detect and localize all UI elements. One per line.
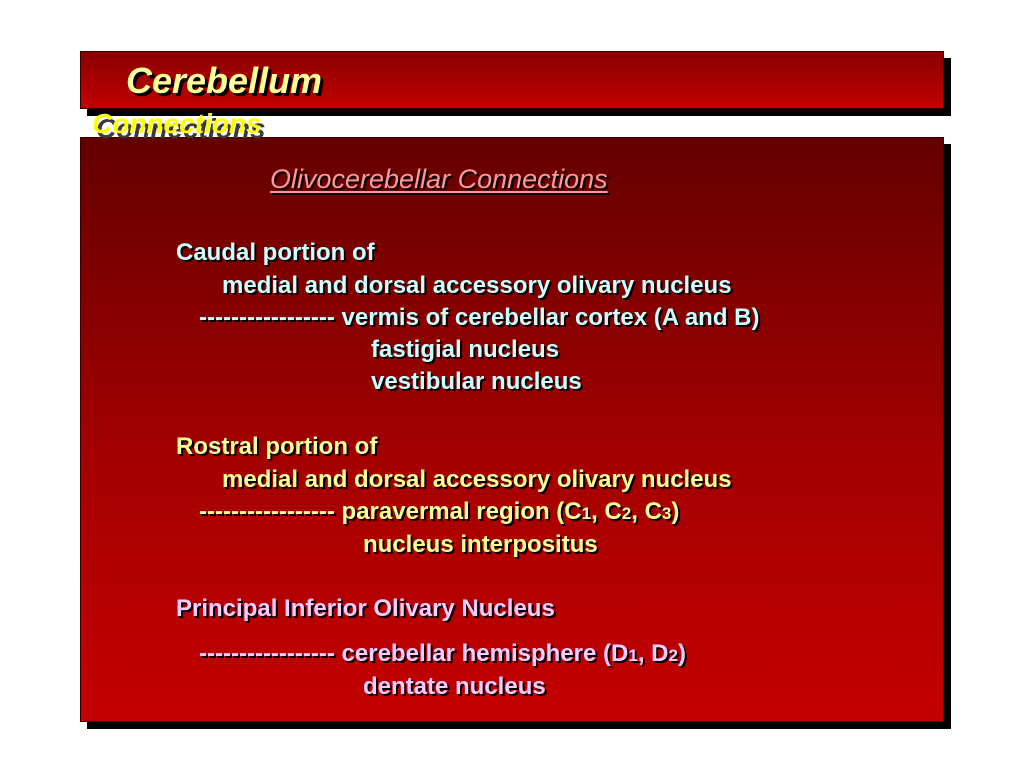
rostral-target-line (199, 497, 679, 529)
rostral-sub-1: 1 (581, 504, 592, 523)
rostral-sub-3: 3 (661, 504, 672, 523)
rostral-sep-2: , C (631, 498, 662, 525)
content-panel (80, 137, 944, 722)
slide-title: Cerebellum (126, 60, 323, 101)
rostral-target-interpositus: nucleus interpositus (363, 531, 598, 558)
caudal-target-vermis: vermis of cerebellar cortex (A and B) (341, 304, 760, 331)
principal-target-line (199, 639, 686, 671)
principal-sub-2: 2 (668, 646, 678, 665)
slide-subtitle: Connections (92, 108, 262, 139)
caudal-dashes: ----------------- (199, 304, 335, 331)
principal-target-dentate: dentate nucleus (363, 673, 546, 700)
principal-label: Principal Inferior Olivary Nucleus (176, 595, 555, 622)
caudal-label: Caudal portion of (176, 239, 375, 266)
rostral-dashes: ----------------- (199, 498, 335, 525)
principal-close: ) (677, 640, 686, 667)
caudal-source: medial and dorsal accessory olivary nucleus (222, 272, 732, 299)
caudal-target-line (199, 303, 759, 333)
principal-sub-1: 1 (628, 646, 638, 665)
principal-target-prefix: cerebellar hemisphere (D (341, 640, 629, 667)
principal-dashes: ----------------- (199, 640, 335, 667)
rostral-source: medial and dorsal accessory olivary nucleus (222, 466, 732, 493)
rostral-sub-2: 2 (621, 504, 632, 523)
section-heading: Olivocerebellar Connections (270, 164, 608, 194)
rostral-target-prefix: paravermal region (C (341, 498, 582, 525)
rostral-sep-1: , C (591, 498, 622, 525)
rostral-label: Rostral portion of (176, 433, 378, 460)
caudal-target-vestibular: vestibular nucleus (371, 368, 582, 395)
principal-sep-1: , D (637, 640, 669, 667)
caudal-target-fastigial: fastigial nucleus (371, 336, 560, 363)
rostral-close: ) (671, 498, 680, 525)
